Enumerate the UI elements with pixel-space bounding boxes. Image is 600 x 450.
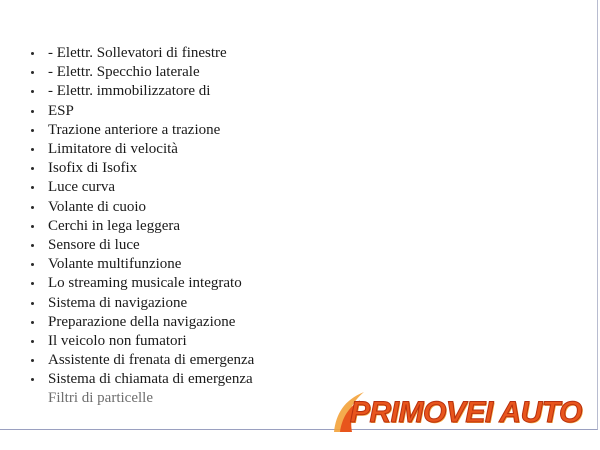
feature-label: Volante multifunzione <box>48 256 182 273</box>
bullet-icon <box>31 71 34 74</box>
feature-label: Luce curva <box>48 179 116 196</box>
feature-label: Volante di cuoio <box>48 198 147 215</box>
list-item <box>30 293 254 312</box>
list-item <box>30 140 254 159</box>
feature-label: Il veicolo non fumatori <box>48 332 187 349</box>
list-item <box>30 82 254 101</box>
feature-label: Sistema di chiamata di emergenza <box>48 371 253 388</box>
bullet-icon <box>31 167 34 170</box>
feature-label: Assistente di frenata di emergenza <box>48 352 255 369</box>
list-item <box>30 313 254 332</box>
bullet-icon <box>31 282 34 285</box>
list-item <box>30 255 254 274</box>
list-item <box>30 44 254 63</box>
bullet-icon <box>31 206 34 209</box>
list-item <box>30 236 254 255</box>
bullet-icon <box>31 244 34 247</box>
bullet-icon <box>31 263 34 266</box>
feature-label: - Elettr. Specchio laterale <box>48 64 200 81</box>
list-item <box>30 389 254 408</box>
feature-label: ESP <box>48 102 74 119</box>
feature-list <box>30 44 254 409</box>
feature-label: - Elettr. Sollevatori di finestre <box>48 45 227 62</box>
list-item <box>30 370 254 389</box>
bullet-icon <box>31 110 34 113</box>
logo-text: PRIMOVEI AUTO <box>350 396 582 429</box>
bullet-icon <box>31 52 34 55</box>
bullet-icon <box>31 302 34 305</box>
list-item <box>30 102 254 121</box>
feature-label: Trazione anteriore a trazione <box>48 121 221 138</box>
bullet-icon <box>31 186 34 189</box>
bullet-icon <box>31 340 34 343</box>
feature-label: Sensore di luce <box>48 236 140 253</box>
feature-label: Isofix di Isofix <box>48 160 138 177</box>
feature-label: Preparazione della navigazione <box>48 313 236 330</box>
bullet-icon <box>31 148 34 151</box>
list-item <box>30 121 254 140</box>
bullet-icon <box>31 378 34 381</box>
bullet-icon <box>31 321 34 324</box>
feature-label: - Elettr. immobilizzatore di <box>48 83 211 100</box>
list-item <box>30 217 254 236</box>
list-item <box>30 198 254 217</box>
feature-label: Filtri di particelle <box>48 390 153 407</box>
bullet-icon <box>31 129 34 132</box>
bullet-icon <box>31 225 34 228</box>
list-item <box>30 274 254 293</box>
bullet-icon <box>31 397 34 400</box>
list-item <box>30 159 254 178</box>
primovei-auto-logo <box>330 388 600 436</box>
bullet-icon <box>31 359 34 362</box>
feature-label: Sistema di navigazione <box>48 294 188 311</box>
bullet-icon <box>31 90 34 93</box>
list-item <box>30 63 254 82</box>
feature-label: Lo streaming musicale integrato <box>48 275 242 292</box>
list-item <box>30 178 254 197</box>
list-item <box>30 332 254 351</box>
feature-label: Cerchi in lega leggera <box>48 217 181 234</box>
list-item <box>30 351 254 370</box>
feature-label: Limitatore di velocità <box>48 141 178 158</box>
